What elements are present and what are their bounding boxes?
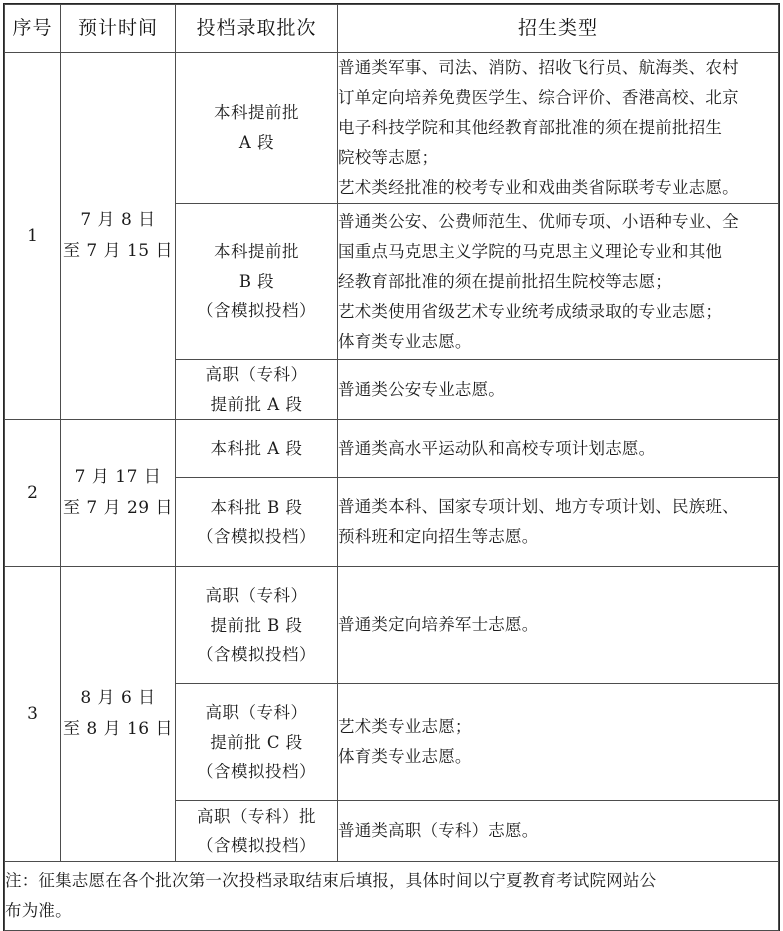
batch-line: （含模拟投档）: [197, 527, 316, 547]
row-time-range: [61, 53, 176, 420]
batch-line: A 段: [238, 133, 275, 153]
type-line: 普通类公安专业志愿。: [338, 379, 505, 399]
column-header-time-label: 预计时间: [77, 17, 158, 40]
type-line: 艺术类经批准的校考专业和戏曲类省际联考专业志愿。: [338, 178, 739, 198]
batch-name: [176, 53, 338, 204]
type-line: 体育类专业志愿。: [338, 331, 472, 351]
type-line: 普通类公安、公费师范生、优师专项、小语种专业、全: [338, 211, 739, 231]
admission-schedule-table: [4, 4, 779, 931]
batch-line: 本科提前批: [214, 242, 299, 262]
type-line: 普通类本科、国家专项计划、地方专项计划、民族班、: [338, 497, 739, 517]
admission-type-description: [338, 567, 779, 684]
type-line: 国重点马克思主义学院的马克思主义理论专业和其他: [338, 241, 723, 261]
batch-line: 提前批 C 段: [210, 732, 303, 752]
column-header-batch-label: 投档录取批次: [196, 17, 317, 40]
time-line: 8 月 6 日: [80, 688, 156, 709]
batch-line: 本科批 B 段: [210, 497, 303, 517]
batch-line: （含模拟投档）: [197, 301, 316, 321]
batch-line: 本科批 A 段: [210, 439, 303, 459]
admission-type-description: [338, 204, 779, 360]
type-line: 订单定向培养免费医学生、综合评价、香港高校、北京: [338, 88, 739, 108]
time-line: 7 月 17 日: [74, 467, 162, 488]
column-header-time: [61, 5, 176, 53]
table-footnote-row: [5, 862, 779, 931]
type-line: 院校等志愿；: [338, 148, 439, 168]
type-line: 艺术类专业志愿；: [338, 717, 472, 737]
type-line: 普通类军事、司法、消防、招收飞行员、航海类、农村: [338, 58, 739, 77]
admission-type-description: [338, 360, 779, 420]
batch-line: 高职（专科）批: [197, 806, 316, 826]
batch-line: 提前批 B 段: [210, 615, 303, 635]
row-time-range: [61, 567, 176, 862]
type-line: 电子科技学院和其他经教育部批准的须在提前批招生: [338, 118, 723, 138]
batch-name: [176, 684, 338, 801]
type-line: 普通类高水平运动队和高校专项计划志愿。: [338, 438, 656, 458]
table-row: [5, 567, 779, 684]
table-header-row: [5, 5, 779, 53]
type-line: 艺术类使用省级艺术专业统考成绩录取的专业志愿；: [338, 301, 723, 321]
row-time-range: [61, 420, 176, 567]
row-sequence-number: 1: [5, 53, 61, 420]
column-header-type: [338, 5, 779, 53]
batch-line: 高职（专科）: [205, 365, 308, 385]
admission-type-description: [338, 684, 779, 801]
row-sequence-number: 2: [5, 420, 61, 567]
admission-type-description: [338, 420, 779, 478]
batch-name: [176, 360, 338, 420]
time-line: 7 月 8 日: [80, 209, 156, 230]
type-line: 普通类定向培养军士志愿。: [338, 615, 539, 635]
batch-line: （含模拟投档）: [197, 762, 316, 782]
footnote-line: 布为准。: [5, 901, 72, 921]
column-header-sequence-label: 序号: [12, 17, 53, 40]
batch-line: 高职（专科）: [205, 702, 308, 722]
time-line: 至 8 月 16 日: [62, 719, 174, 740]
table-row: [5, 420, 779, 478]
batch-name: [176, 801, 338, 862]
batch-line: 提前批 A 段: [210, 394, 303, 414]
batch-line: 高职（专科）: [205, 585, 308, 605]
admission-type-description: [338, 801, 779, 862]
batch-name: [176, 567, 338, 684]
batch-line: （含模拟投档）: [197, 645, 316, 665]
column-header-batch: [176, 5, 338, 53]
type-line: 预科班和定向招生等志愿。: [338, 527, 539, 547]
type-line: 体育类专业志愿。: [338, 747, 472, 767]
footnote: [5, 862, 779, 931]
batch-name: [176, 478, 338, 567]
row-sequence-number: 3: [5, 567, 61, 862]
batch-line: 本科提前批: [214, 103, 299, 123]
batch-line: （含模拟投档）: [197, 836, 316, 856]
table-row: [5, 53, 779, 204]
time-line: 至 7 月 15 日: [62, 241, 174, 262]
admission-type-description: [338, 478, 779, 567]
footnote-line: 注：征集志愿在各个批次第一次投档录取结束后填报，具体时间以宁夏教育考试院网站公: [5, 870, 657, 890]
time-line: 至 7 月 29 日: [62, 498, 174, 519]
type-line: 普通类高职（专科）志愿。: [338, 821, 539, 841]
batch-name: [176, 204, 338, 360]
column-header-sequence: [5, 5, 61, 53]
admission-type-description: [338, 53, 779, 204]
column-header-type-label: 招生类型: [517, 17, 598, 40]
batch-name: [176, 420, 338, 478]
batch-line: B 段: [238, 271, 275, 291]
type-line: 经教育部批准的须在提前批招生院校等志愿；: [338, 271, 672, 291]
